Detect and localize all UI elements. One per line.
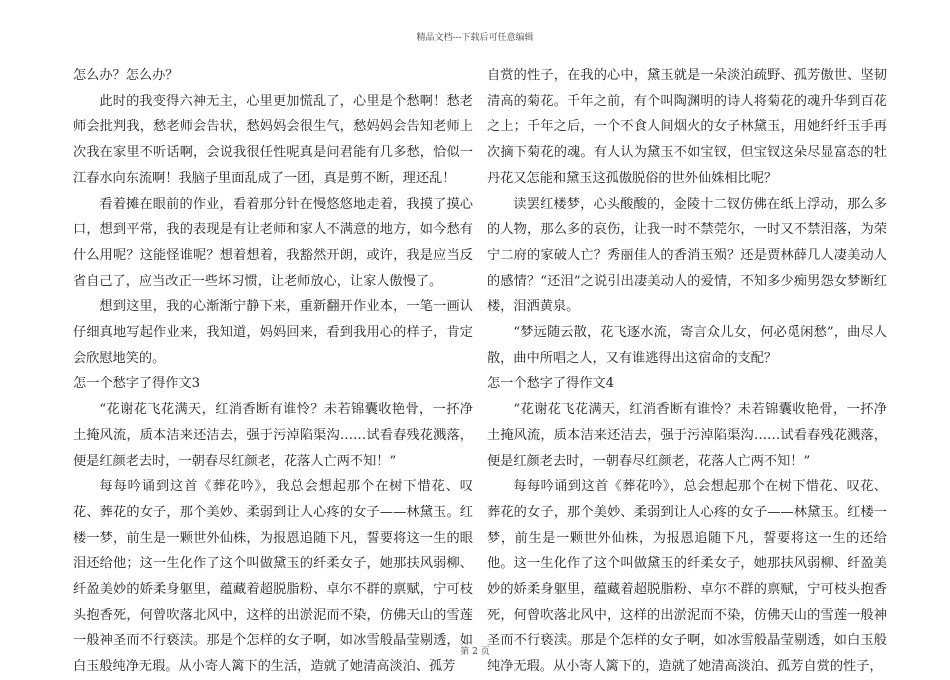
- left-column: [73, 63, 473, 680]
- right-paragraph-3: “梦远随云散，花飞逐水流，寄言众儿女，何必觅闲愁”，曲尽人散，曲中所唱之人，又有谁逃得出这宿命的支配？: [487, 325, 887, 366]
- page-header: 精品文档---下载后可任意编辑: [416, 33, 534, 43]
- section-heading-3: 怎一个愁字了得作文3: [73, 376, 201, 392]
- section-heading-4: 怎一个愁字了得作文4: [487, 376, 615, 392]
- right-paragraph-6: 每每吟诵到这首《葬花吟》，总会想起那个在树下惜花、叹花、葬花的女子，那个美妙、柔弱到让人心疼的女子——林黛玉。红楼一梦，前生是一颗世外仙株，为报恩追随下凡，誓要将这一生的还给他。这一生化作了这个叫做黛玉的纤柔女子，她那扶风弱柳、纤盈美妙的娇柔身躯里，蕴藏着超脱脂粉、卓尔不群的禀赋，宁可枝头抱香死，何曾吹落北风中，这样的出淤泥而不染，仿佛天山的雪莲一般神圣而不行亵渎。那是个怎样的女子啊，如冰雪般晶莹剔透，如白玉般纯净无瑕。从小寄人篱下的，造就了她清高淡泊、孤芳自赏的性子，: [487, 479, 887, 675]
- page-number: 第 2 页: [460, 647, 490, 657]
- left-paragraph-2: 此时的我变得六神无主，心里更加慌乱了，心里是个愁啊！愁老师会批判我，愁老师会告状，愁妈妈会很生气，愁妈妈会告知老师上次我在家里不听话啊，会说我很任性呢真是问君能有几多愁，恰似一江春水向东流啊！我脑子里面乱成了一团，真是剪不断，理还乱！: [73, 93, 473, 186]
- left-paragraph-7: 每每吟诵到这首《葬花吟》，我总会想起那个在树下惜花、叹花、葬花的女子，那个美妙、柔弱到让人心疼的女子——林黛玉。红楼一梦，前生是一颗世外仙株，为报恩追随下凡，誓要将这一生的眼泪还给他；这一生化作了这个叫做黛玉的纤柔女子，她那扶风弱柳、纤盈美妙的娇柔身躯里，蕴藏着超脱脂粉、卓尔不群的禀赋，宁可枝头抱香死，何曾吹落北风中，这样的出淤泥而不染，仿佛天山的雪莲一般神圣而不行亵渎。那是个怎样的女子啊，如冰雪般晶莹剔透，如白玉般纯净无瑕。从小寄人篱下的生活，造就了她清高淡泊、孤芳: [73, 479, 473, 675]
- left-paragraph-1: 怎么办？怎么办？: [73, 68, 179, 83]
- poem-quote-right: “花谢花飞花满天，红消香断有谁怜？未若锦囊收艳骨，一抔净土掩风流，质本洁来还洁去，强于污淖陷渠沟……试看春残花溅落，便是红颜老去时，一朝春尽红颜老，花落人亡两不知！”: [487, 402, 887, 469]
- right-column: [487, 63, 887, 680]
- left-paragraph-4: 想到这里，我的心渐渐宁静下来，重新翻开作业本，一笔一画认仔细真地写起作业来，我知道，妈妈回来，看到我用心的样子，肯定会欣慰地笑的。: [73, 299, 473, 366]
- poem-quote-left: “花谢花飞花满天，红消香断有谁怜？未若锦囊收艳骨，一抔净土掩风流，质本洁来还洁去，强于污淖陷渠沟……试看春残花溅落，便是红颜老去时，一朝春尽红颜老，花落人亡两不知！”: [73, 402, 473, 469]
- left-paragraph-3: 看着摊在眼前的作业，看着那分针在慢悠悠地走着，我摸了摸心口，想到平常，我的表现是有让老师和家人不满意的地方，如今愁有什么用呢？这能怪谁呢？想着想着，我豁然开朗，或许，我是应当反省自己了，应当改正一些坏习惯，让老师放心，让家人傲慢了。: [73, 196, 473, 289]
- right-paragraph-1: 自赏的性子，在我的心中，黛玉就是一朵淡泊疏野、孤芳傲世、坚韧清高的菊花。千年之前，有个叫陶渊明的诗人将菊花的魂升华到百花之上；千年之后，一个不食人间烟火的女子林黛玉，用她纤纤玉手再次摘下菊花的魂。有人认为黛玉不如宝钗，但宝钗这朵尽显富态的牡丹花又怎能和黛玉这孤傲脱俗的世外仙姝相比呢？: [487, 68, 887, 186]
- right-paragraph-2: 读罢红楼梦，心头酸酸的，金陵十二钗仿佛在纸上浮动，那么多的人物，那么多的哀伤，让我一时不禁莞尔，一时又不禁泪落，为荣宁二府的家破人亡？秀丽佳人的香消玉殒？还是贾林薛几人凄美动人的感情？“还泪”之说引出凄美动人的爱情，不知多少痴男怨女梦断红楼，泪洒黄泉。: [487, 196, 887, 315]
